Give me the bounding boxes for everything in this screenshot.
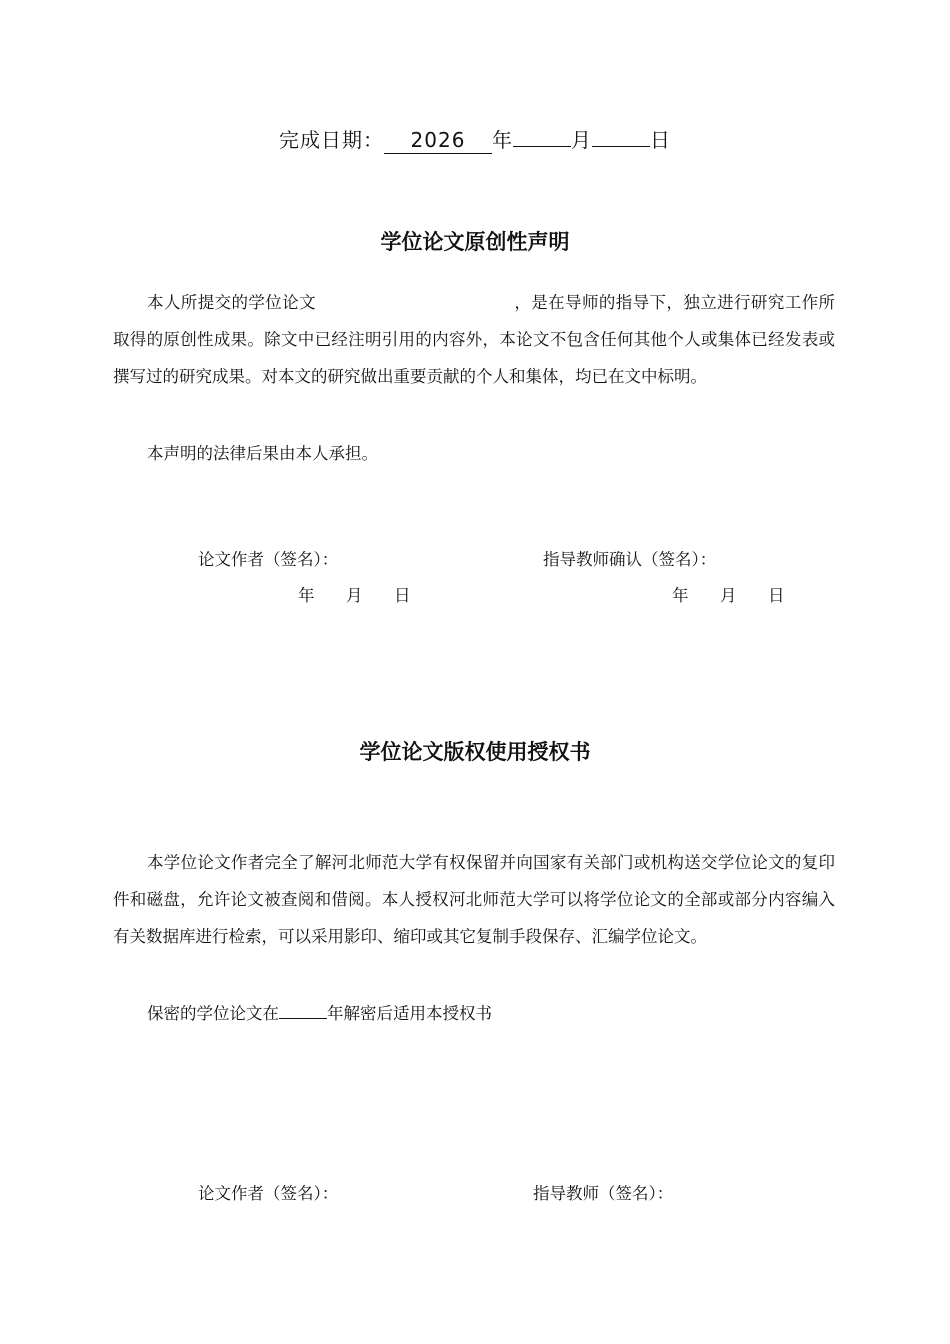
originality-author-date-month: 月 bbox=[346, 586, 363, 605]
originality-author-date-day: 日 bbox=[394, 586, 411, 605]
authorization-paragraph: 本学位论文作者完全了解河北师范大学有权保留并向国家有关部门或机构送交学位论文的复印件和磁盘，允许论文被查阅和借阅。本人授权河北师范大学可以将学位论文的全部或部分内容编入有关数据库进行检索，可以采用影印、缩印或其它复制手段保存、汇编学位论文。 bbox=[113, 853, 835, 946]
originality-paragraph bbox=[113, 284, 835, 395]
completion-day-unit: 日 bbox=[650, 128, 671, 152]
completion-day-field[interactable] bbox=[592, 146, 650, 147]
originality-advisor-date-month: 月 bbox=[720, 586, 737, 605]
originality-title: 学位论文原创性声明 bbox=[380, 230, 570, 254]
originality-author-date-year: 年 bbox=[298, 586, 315, 605]
completion-month-unit: 月 bbox=[571, 128, 592, 152]
confidential-text-a: 保密的学位论文在 bbox=[147, 1004, 279, 1023]
originality-advisor-date-year: 年 bbox=[672, 586, 689, 605]
originality-advisor-confirm-label: 指导教师确认（签名）： bbox=[543, 550, 717, 569]
authorization-author-signature-label: 论文作者（签名）： bbox=[198, 1184, 339, 1203]
legal-consequence-text: 本声明的法律后果由本人承担。 bbox=[147, 444, 378, 463]
confidential-years-blank[interactable] bbox=[279, 1004, 327, 1019]
authorization-advisor-signature-label: 指导教师（签名）： bbox=[533, 1184, 674, 1203]
completion-month-field[interactable] bbox=[513, 146, 571, 147]
originality-author-signature-label: 论文作者（签名）： bbox=[198, 550, 339, 569]
originality-advisor-date-day: 日 bbox=[768, 586, 785, 605]
completion-year-unit: 年 bbox=[492, 128, 513, 152]
originality-text-a: 本人所提交的学位论文 bbox=[147, 293, 316, 312]
originality-text-b: ，是在导师的指导下，独立进行研究工作所取得的原创性成果。除文中已经注明引用的内容外，本论文不包含任何其他个人或集体已经发表或撰写过的研究成果。对本文的研究做出重要贡献的个人和集体，均已在文中标明。 bbox=[113, 293, 836, 386]
completion-date-label: 完成日期： bbox=[279, 128, 384, 152]
completion-date-line bbox=[0, 124, 950, 154]
confidential-line bbox=[147, 1000, 492, 1024]
confidential-text-b: 年解密后适用本授权书 bbox=[327, 1004, 492, 1023]
authorization-title: 学位论文版权使用授权书 bbox=[359, 740, 591, 764]
completion-year-field[interactable]: 2026 bbox=[384, 127, 492, 154]
